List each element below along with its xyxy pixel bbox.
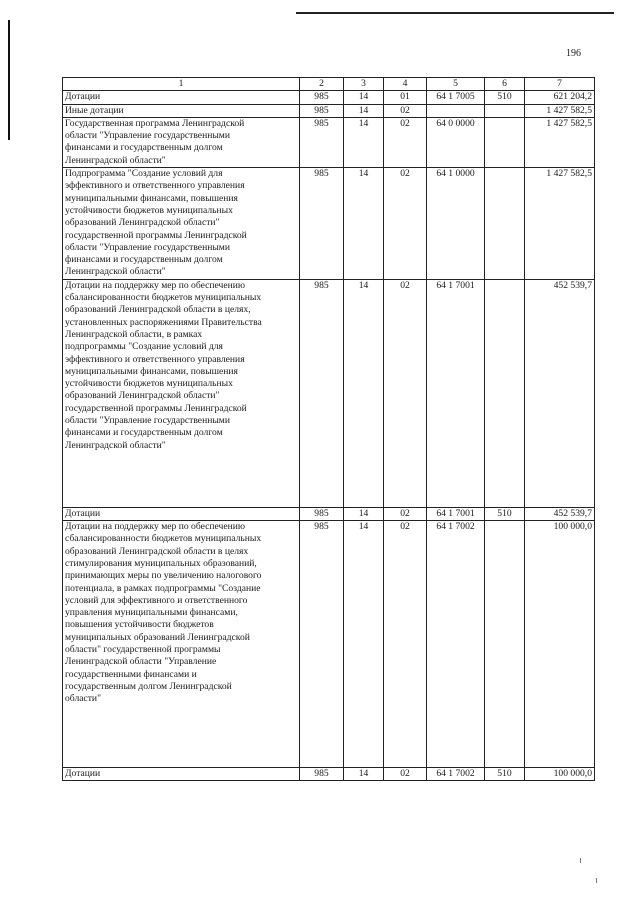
section-code: 14 xyxy=(344,507,384,520)
subsection-code: 01 xyxy=(384,91,427,104)
table-row xyxy=(63,521,595,768)
column-header: 6 xyxy=(485,78,525,91)
table-row xyxy=(63,279,595,507)
table-row xyxy=(63,117,595,167)
expense-type: 510 xyxy=(485,91,525,104)
row-name: Подпрограмма "Создание условий для эффективного и ответственного управления муниципальными финансами, повышения устойчивости бюджетов муниципальных образований Ленинградской области" государственной программы Ленинградской области "Управление государственными финансами и государственным долгом Ленинградской области" xyxy=(63,168,300,280)
admin-code: 985 xyxy=(300,117,344,167)
expense-type: 510 xyxy=(485,507,525,520)
section-code: 14 xyxy=(344,104,384,117)
column-header: 2 xyxy=(300,78,344,91)
table-row xyxy=(63,507,595,520)
target-article: 64 1 7002 xyxy=(427,521,485,768)
subsection-code: 02 xyxy=(384,104,427,117)
admin-code: 985 xyxy=(300,168,344,280)
subsection-code: 02 xyxy=(384,768,427,781)
section-code: 14 xyxy=(344,91,384,104)
target-article: 64 1 7002 xyxy=(427,768,485,781)
scan-artifact-margin-mark xyxy=(8,20,10,140)
section-code: 14 xyxy=(344,768,384,781)
admin-code: 985 xyxy=(300,279,344,507)
target-article: 64 1 7005 xyxy=(427,91,485,104)
target-article: 64 0 0000 xyxy=(427,117,485,167)
column-header: 4 xyxy=(384,78,427,91)
row-name: Дотации на поддержку мер по обеспечению сбалансированности бюджетов муниципальных образований Ленинградской области в целях, установленных распоряжениями Правительства Ленинградской области, в рамках подпрограммы "Создание условий для эффективного и ответственного управления муниципальными финансами, повышения устойчивости бюджетов муниципальных образований Ленинградской области" государственной программы Ленинградской области "Управление государственными финансами и государственным долгом Ленинградской области" xyxy=(63,279,300,507)
scan-speck xyxy=(580,858,581,863)
column-header: 5 xyxy=(427,78,485,91)
amount: 1 427 582,5 xyxy=(525,117,595,167)
target-article: 64 1 7001 xyxy=(427,507,485,520)
expense-type xyxy=(485,117,525,167)
row-name: Дотации xyxy=(63,507,300,520)
page-number: 196 xyxy=(566,48,581,59)
expense-type xyxy=(485,168,525,280)
table-row xyxy=(63,91,595,104)
subsection-code: 02 xyxy=(384,168,427,280)
amount: 621 204,2 xyxy=(525,91,595,104)
expense-type xyxy=(485,279,525,507)
amount: 100 000,0 xyxy=(525,521,595,768)
target-article: 64 1 0000 xyxy=(427,168,485,280)
amount: 1 427 582,5 xyxy=(525,104,595,117)
row-name: Дотации xyxy=(63,768,300,781)
table-row xyxy=(63,104,595,117)
row-name: Дотации на поддержку мер по обеспечению сбалансированности бюджетов муниципальных образований Ленинградской области в целях стимулирования муниципальных образований, принимающих меры по увеличению налогового потенциала, в рамках подпрограммы "Создание условий для эффективного и ответственного управления муниципальными финансами, повышения устойчивости бюджетов муниципальных образований Ленинградской области" государственной программы Ленинградской области "Управление государственными финансами и государственным долгом Ленинградской области" xyxy=(63,521,300,768)
amount: 452 539,7 xyxy=(525,279,595,507)
section-code: 14 xyxy=(344,168,384,280)
scan-artifact-line xyxy=(296,12,614,14)
subsection-code: 02 xyxy=(384,521,427,768)
row-name: Государственная программа Ленинградской области "Управление государственными финансами и государственным долгом Ленинградской области" xyxy=(63,117,300,167)
amount: 100 000,0 xyxy=(525,768,595,781)
column-header: 3 xyxy=(344,78,384,91)
amount: 1 427 582,5 xyxy=(525,168,595,280)
section-code: 14 xyxy=(344,521,384,768)
column-header: 1 xyxy=(63,78,300,91)
expense-type xyxy=(485,521,525,768)
row-name: Дотации xyxy=(63,91,300,104)
subsection-code: 02 xyxy=(384,117,427,167)
table-row xyxy=(63,168,595,280)
subsection-code: 02 xyxy=(384,279,427,507)
section-code: 14 xyxy=(344,117,384,167)
target-article: 64 1 7001 xyxy=(427,279,485,507)
column-header: 7 xyxy=(525,78,595,91)
row-name: Иные дотации xyxy=(63,104,300,117)
expense-type: 510 xyxy=(485,768,525,781)
admin-code: 985 xyxy=(300,768,344,781)
admin-code: 985 xyxy=(300,507,344,520)
scan-speck xyxy=(596,878,597,883)
expense-type xyxy=(485,104,525,117)
budget-table xyxy=(62,77,595,781)
admin-code: 985 xyxy=(300,91,344,104)
amount: 452 539,7 xyxy=(525,507,595,520)
section-code: 14 xyxy=(344,279,384,507)
admin-code: 985 xyxy=(300,104,344,117)
subsection-code: 02 xyxy=(384,507,427,520)
target-article xyxy=(427,104,485,117)
admin-code: 985 xyxy=(300,521,344,768)
table-row xyxy=(63,768,595,781)
table-header-row xyxy=(63,78,595,91)
